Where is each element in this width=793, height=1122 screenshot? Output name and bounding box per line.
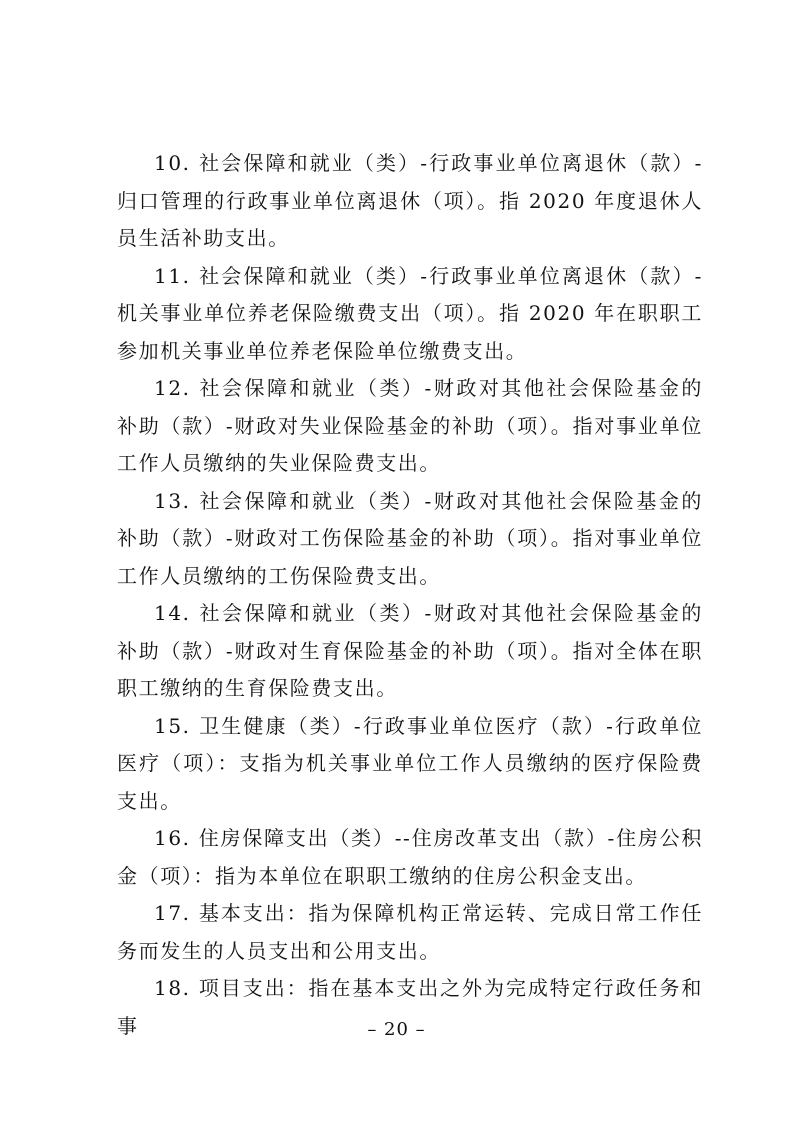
paragraph-item-14: 14. 社会保障和就业（类）-财政对其他社会保险基金的补助（款）-财政对生育保险基金的补助（项）。指对全体在职职工缴纳的生育保险费支出。 <box>117 601 703 700</box>
paragraph-item-12: 12. 社会保障和就业（类）-财政对其他社会保险基金的补助（款）-财政对失业保险基金的补助（项）。指对事业单位工作人员缴纳的失业保险费支出。 <box>117 376 703 475</box>
paragraph-item-15: 15. 卫生健康（类）-行政事业单位医疗（款）-行政单位医疗（项）：支指为机关事业单位工作人员缴纳的医疗保险费支出。 <box>117 713 703 813</box>
paragraph-item-17: 17. 基本支出：指为保障机构正常运转、完成日常工作任务而发生的人员支出和公用支出。 <box>117 901 703 963</box>
document-body <box>117 145 703 1045</box>
paragraph-item-11: 11. 社会保障和就业（类）-行政事业单位离退休（款）-机关事业单位养老保险缴费支出（项）。指 2020 年在职职工参加机关事业单位养老保险单位缴费支出。 <box>117 263 703 363</box>
paragraph-item-16: 16. 住房保障支出（类）--住房改革支出（款）-住房公积金（项）：指为本单位在职职工缴纳的住房公积金支出。 <box>117 826 703 888</box>
paragraph-item-18: 18. 项目支出：指在基本支出之外为完成特定行政任务和事 <box>117 976 703 1038</box>
paragraph-item-10: 10. 社会保障和就业（类）-行政事业单位离退休（款）-归口管理的行政事业单位离退休（项）。指 2020 年度退休人员生活补助支出。 <box>117 151 703 250</box>
page-number: – 20 – <box>367 1019 426 1040</box>
paragraph-item-13: 13. 社会保障和就业（类）-财政对其他社会保险基金的补助（款）-财政对工伤保险基金的补助（项）。指对事业单位工作人员缴纳的工伤保险费支出。 <box>117 488 703 588</box>
